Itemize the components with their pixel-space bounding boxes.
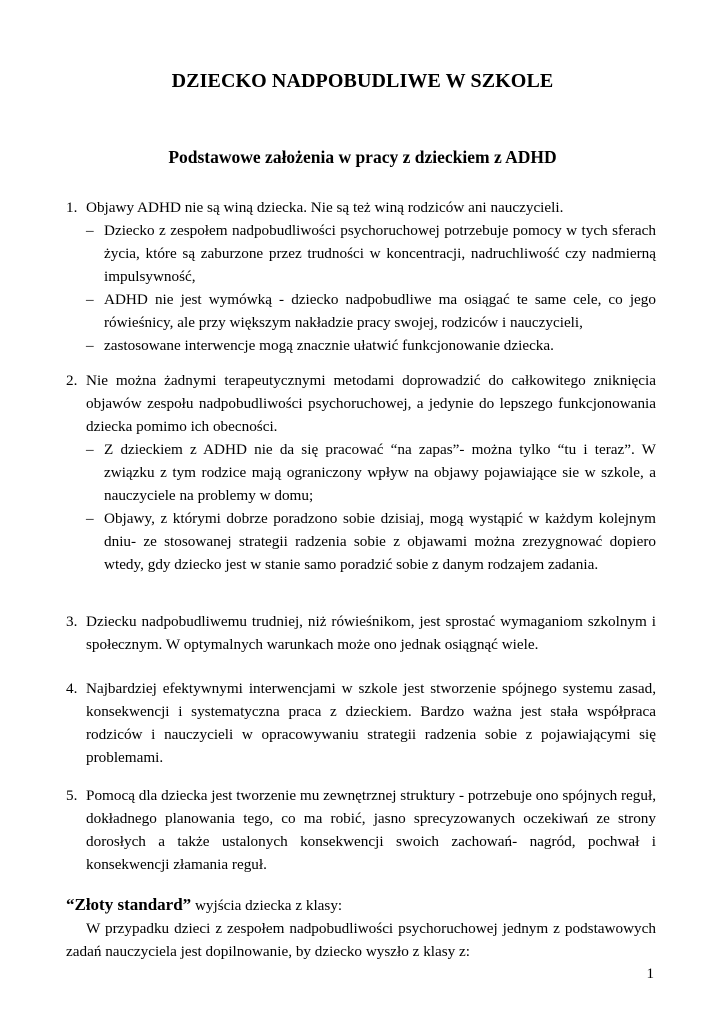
golden-standard-paragraph: W przypadku dzieci z zespołem nadpobudliwości psychoruchowej jednym z podstawowych zadań nauczyciela jest dopilnowanie, by dziecko wyszło z klasy z: — [66, 920, 656, 960]
item-number: 5. — [66, 787, 78, 804]
item-text: Dziecku nadpobudliwemu trudniej, niż rówieśnikom, jest sprostać wymaganiom szkolnym i społecznym. W optymalnych warunkach może ono jednak osiągnąć wiele. — [86, 613, 656, 653]
item-number: 4. — [66, 680, 78, 697]
golden-standard-section — [66, 893, 656, 963]
document-subtitle: Podstawowe założenia w pracy z dzieckiem z ADHD — [168, 147, 557, 167]
item-text: Pomocą dla dziecka jest tworzenie mu zewnętrznej struktury - potrzebuje ono spójnych reguł, dokładnego planowania tego, co ma robić, jasno sprecyzowanych oczekiwań ze strony dorosłych a także ustalonych konsekwencji swoich zachowań- nagród, pochwał i konsekwencji złamania reguł. — [86, 787, 656, 873]
item-text: Najbardziej efektywnymi interwencjami w szkole jest stworzenie spójnego systemu zasad, konsekwencji i systematyczna praca z dzieckiem. Bardzo ważna jest stała współpraca rodziców i nauczycieli w opracowywaniu strategii radzenia sobie z pojawiającymi się problemami. — [86, 680, 656, 766]
sub-item: – Z dzieckiem z ADHD nie da się pracować “na zapas”- można tylko “tu i teraz”. W związku z tym rodzice mają ograniczony wpływ na objawy pojawiające sie w szkole, a nauczyciele na problemy w domu; — [86, 441, 656, 504]
golden-standard-lead: “Złoty standard” — [66, 895, 192, 914]
item-number: 1. — [66, 199, 78, 216]
document-title: DZIECKO NADPOBUDLIWE W SZKOLE — [171, 70, 554, 92]
sub-list — [66, 438, 656, 576]
sub-item: – ADHD nie jest wymówką - dziecko nadpobudliwe ma osiągać te same cele, co jego rówieśnicy, ale przy większym nakładzie pracy swojej, rodziców i nauczycieli, — [86, 291, 656, 331]
list-item-2 — [66, 369, 656, 576]
item-number: 2. — [66, 372, 78, 389]
sub-item: – Objawy, z którymi dobrze poradzono sobie dzisiaj, mogą wystąpić w każdym kolejnym dniu- ze stosowanej strategii radzenia sobie z objawami można zrezygnować dopiero wtedy, gdy dziecko jest w stanie samo poradzić sobie z danym rodzajem zadania. — [86, 510, 656, 573]
sub-item: – zastosowane interwencje mogą znacznie ułatwić funkcjonowanie dziecka. — [86, 337, 554, 354]
list-item-4 — [66, 677, 656, 769]
list-item-1 — [66, 196, 656, 357]
item-text: Objawy ADHD nie są winą dziecka. Nie są też winą rodziców ani nauczycieli. — [86, 199, 564, 216]
list-item-5 — [66, 784, 656, 876]
sub-list — [66, 219, 656, 357]
item-text: Nie można żadnymi terapeutycznymi metodami doprowadzić do całkowitego zniknięcia objawów zespołu nadpobudliwości psychoruchowej, a jedynie do lepszego funkcjonowania dziecka pomimo ich obecności. — [86, 372, 656, 435]
list-item-3 — [66, 610, 656, 656]
golden-standard-heading-rest: wyjścia dziecka z klasy: — [191, 897, 343, 914]
item-number: 3. — [66, 613, 78, 630]
page-number: 1 — [646, 966, 654, 982]
sub-item: – Dziecko z zespołem nadpobudliwości psychoruchowej potrzebuje pomocy w tych sferach życia, które są zaburzone przez trudności w koncentracji, nadruchliwość czy nadmierną impulsywność, — [86, 222, 656, 285]
